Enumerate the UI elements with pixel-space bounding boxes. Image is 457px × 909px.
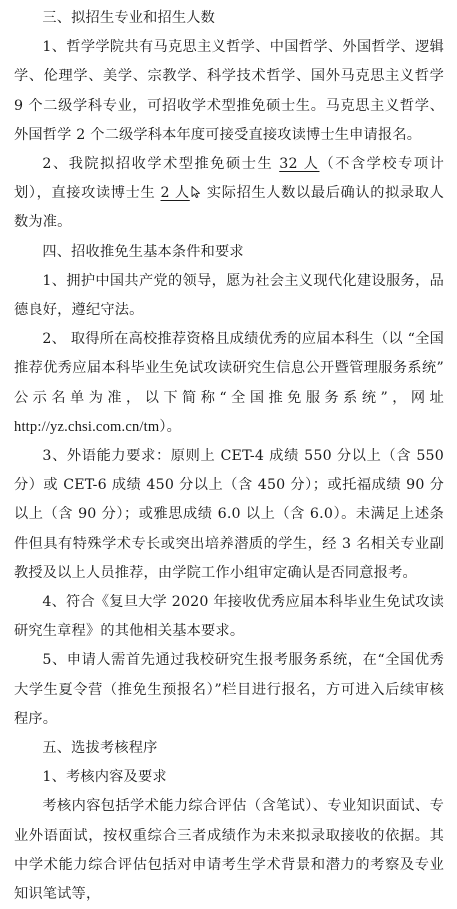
section-5-paragraph-1: 考核内容包括学术能力综合评估（含笔试）、专业知识面试、专业外语面试，按权重综合三者成绩作为未来拟录取接收的依据。其中学术能力综合评估包括对申请考生学术背景和潜力的考察及专业知识笔试等， (14, 798, 444, 903)
section-3-paragraph-2 (14, 150, 444, 238)
section-5-heading: 五、选拔考核程序 (42, 740, 158, 757)
phd-quota: 2 人 (160, 185, 190, 202)
section-4-paragraph-5: 5、申请人需首先通过我校研究生报考服务系统，在“全国优秀大学生夏令营（推免生预报名）”栏目进行报名，方可进入后续审核程序。 (14, 652, 444, 727)
section-4-paragraph-1: 1、拥护中国共产党的领导，愿为社会主义现代化建设服务，品德良好，遵纪守法。 (14, 272, 444, 319)
master-quota: 32 人 (279, 156, 320, 173)
paragraph-text: 2、我院拟招收学术型推免硕士生 (42, 156, 280, 173)
section-5-subheading-1: 1、考核内容及要求 (42, 769, 167, 786)
section-3-heading: 三、拟招生专业和招生人数 (42, 10, 216, 26)
section-4-heading: 四、招收推免生基本条件和要求 (42, 243, 244, 260)
section-4-paragraph-2 (14, 325, 444, 442)
section-4-paragraph-4: 4、符合《复旦大学 2020 年接收优秀应届本科毕业生免试攻读研究生章程》的其他相关基本要求。 (14, 594, 444, 640)
section-4-paragraph-3: 3、外语能力要求：原则上 CET-4 成绩 550 分以上（含 550 分）或 CET-6 成绩 450 分以上（含 450 分）；或托福成绩 90 分以上（含 90 分）；或雅思成绩 6.0 以上（含 6.0）。未满足上述条件但具有特殊学术专长或突出培养潜质的学生，经 3 名相关专业副教授及以上人员推荐，由学院工作小组审定确认是否同意报考。 (14, 448, 444, 581)
document-page (14, 4, 444, 909)
paragraph-text: ）。 (159, 418, 182, 435)
mouse-pointer-icon (191, 186, 201, 198)
website-url: http://yz.chsi.com.cn/tm (14, 418, 160, 435)
paragraph-text: 实际招生人数以最后确认的拟录取人数为准。 (14, 185, 444, 231)
section-3-paragraph-1: 1、哲学学院共有马克思主义哲学、中国哲学、外国哲学、逻辑学、伦理学、美学、宗教学、科学技术哲学、国外马克思主义哲学 9 个二级学科专业，可招收学术型推免硕士生。马克思主义哲学、外国哲学 2 个二级学科本年度可接受直接攻读博士生申请报名。 (14, 39, 444, 143)
paragraph-text: （不含学校专项计划），直接攻读博士生 (14, 156, 444, 202)
paragraph-text: 2、 取得所在高校推荐资格且成绩优秀的应届本科生（以 “全国推荐优秀应届本科毕业生免试攻读研究生信息公开暨管理服务系统” 公示名单为准，以下简称“全国推免服务系统”，网址 (14, 331, 444, 406)
